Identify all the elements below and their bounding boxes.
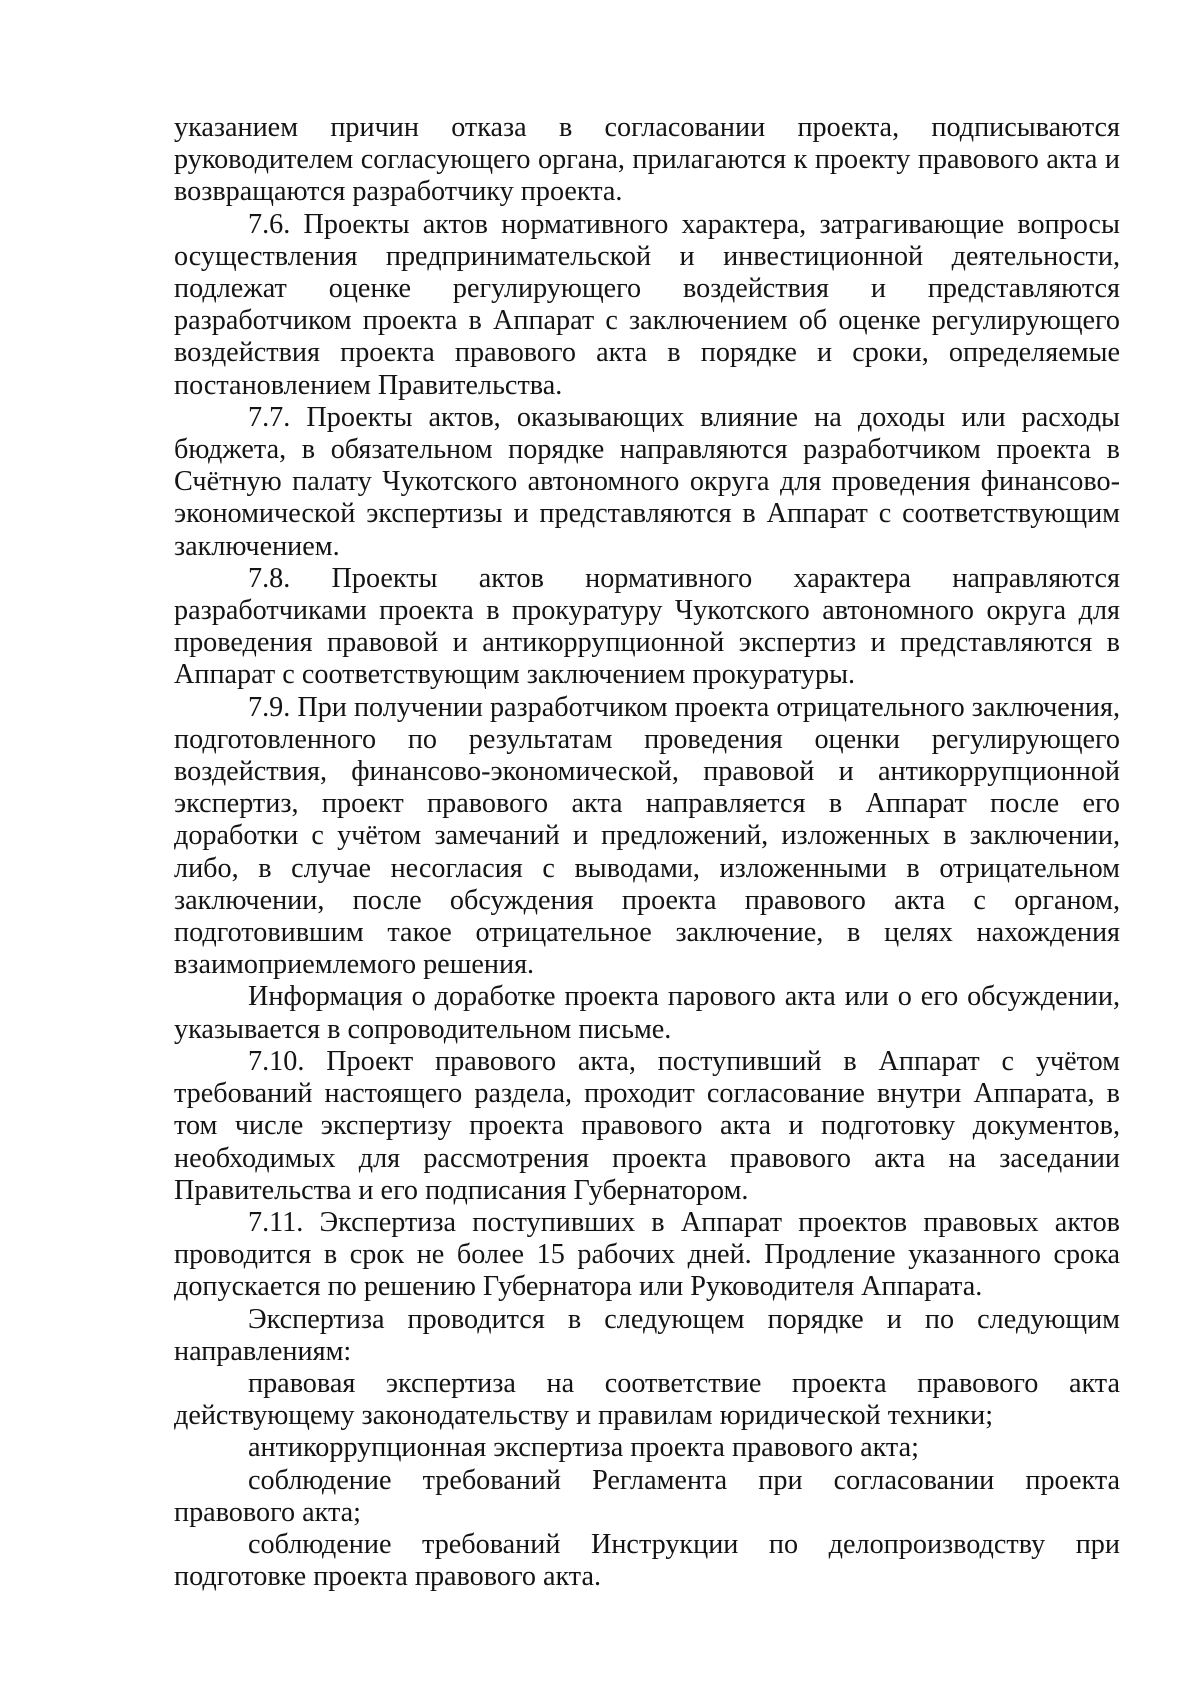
paragraph-7-8: 7.8. Проекты актов нормативного характера направляются разработчиками проекта в прокуратуру Чукотского автономного округа для проведения правовой и антикоррупционной экспертиз и представляются в Аппарат с соответствующим заключением прокуратуры. [174, 562, 1120, 691]
list-item-instruction-compliance: соблюдение требований Инструкции по делопроизводству при подготовке проекта правового акта. [174, 1528, 1120, 1593]
paragraph-7-6: 7.6. Проекты актов нормативного характера, затрагивающие вопросы осуществления предпринимательской и инвестиционной деятельности, подлежат оценке регулирующего воздействия и представляются разработчиком проекта в Аппарат с заключением об оценке регулирующего воздействия проекта правового акта в порядке и сроки, определяемые постановлением Правительства. [174, 208, 1120, 401]
document-body [174, 112, 1120, 1593]
paragraph-expertise-order: Экспертиза проводится в следующем порядке и по следующим направлениям: [174, 1303, 1120, 1367]
paragraph-7-11: 7.11. Экспертиза поступивших в Аппарат проектов правовых актов проводится в срок не более 15 рабочих дней. Продление указанного срока допускается по решению Губернатора или Руководителя Аппарата. [174, 1206, 1120, 1303]
list-item-regulation-compliance: соблюдение требований Регламента при согласовании проекта правового акта; [174, 1464, 1120, 1528]
paragraph-7-10: 7.10. Проект правового акта, поступивший в Аппарат с учётом требований настоящего раздела, проходит согласование внутри Аппарата, в том числе экспертизу проекта правового акта и подготовку документов, необходимых для рассмотрения проекта правового акта на заседании Правительства и его подписания Губернатором. [174, 1045, 1120, 1206]
paragraph-continuation: указанием причин отказа в согласовании проекта, подписываются руководителем согласующего органа, прилагаются к проекту правового акта и возвращаются разработчику проекта. [174, 112, 1120, 208]
paragraph-7-7: 7.7. Проекты актов, оказывающих влияние на доходы или расходы бюджета, в обязательном порядке направляются разработчиком проекта в Счётную палату Чукотского автономного округа для проведения финансово-экономической экспертизы и представляются в Аппарат с соответствующим заключением. [174, 401, 1120, 562]
list-item-anticorruption-expertise: антикоррупционная экспертиза проекта правового акта; [248, 1432, 919, 1464]
paragraph-revision-info: Информация о доработке проекта парового акта или о его обсуждении, указывается в сопроводительном письме. [174, 981, 1120, 1045]
list-item-legal-expertise: правовая экспертиза на соответствие проекта правового акта действующему законодательству и правилам юридической техники; [174, 1367, 1120, 1432]
paragraph-7-9: 7.9. При получении разработчиком проекта отрицательного заключения, подготовленного по результатам проведения оценки регулирующего воздействия, финансово-экономической, правовой и антикоррупционной экспертиз, проект правового акта направляется в Аппарат после его доработки с учётом замечаний и предложений, изложенных в заключении, либо, в случае несогласия с выводами, изложенными в отрицательном заключении, после обсуждения проекта правового акта с органом, подготовившим такое отрицательное заключение, в целях нахождения взаимоприемлемого решения. [174, 691, 1120, 981]
